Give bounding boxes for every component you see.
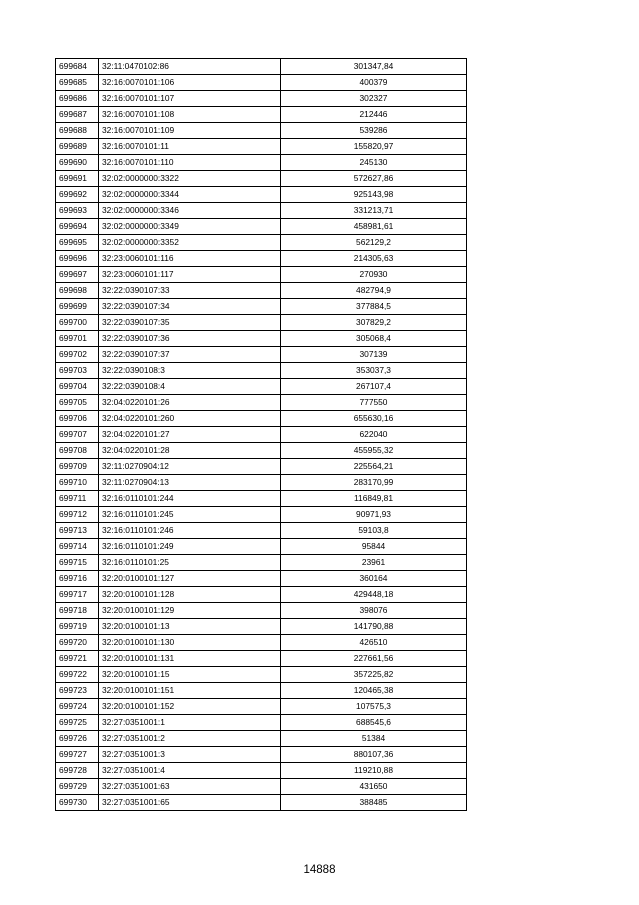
- cadastral-number-cell: 32:27:0351001:63: [99, 779, 281, 795]
- cadastral-value-cell: 377884,5: [281, 299, 467, 315]
- row-id-cell: 699713: [56, 523, 99, 539]
- cadastral-value-cell: 455955,32: [281, 443, 467, 459]
- table-row: [56, 587, 467, 603]
- table-row: [56, 315, 467, 331]
- cadastral-value-cell: 116849,81: [281, 491, 467, 507]
- table-row: [56, 363, 467, 379]
- table-row: [56, 603, 467, 619]
- cadastral-value-cell: 388485: [281, 795, 467, 811]
- cadastral-number-cell: 32:20:0100101:128: [99, 587, 281, 603]
- cadastral-value-cell: 353037,3: [281, 363, 467, 379]
- cadastral-value-cell: 212446: [281, 107, 467, 123]
- cadastral-value-cell: 245130: [281, 155, 467, 171]
- row-id-cell: 699695: [56, 235, 99, 251]
- cadastral-number-cell: 32:16:0110101:245: [99, 507, 281, 523]
- cadastral-value-cell: 777550: [281, 395, 467, 411]
- cadastral-number-cell: 32:16:0070101:106: [99, 75, 281, 91]
- cadastral-number-cell: 32:11:0270904:13: [99, 475, 281, 491]
- row-id-cell: 699704: [56, 379, 99, 395]
- cadastral-number-cell: 32:20:0100101:15: [99, 667, 281, 683]
- cadastral-value-cell: 357225,82: [281, 667, 467, 683]
- cadastral-number-cell: 32:20:0100101:130: [99, 635, 281, 651]
- cadastral-number-cell: 32:20:0100101:152: [99, 699, 281, 715]
- row-id-cell: 699722: [56, 667, 99, 683]
- row-id-cell: 699693: [56, 203, 99, 219]
- table-row: [56, 683, 467, 699]
- row-id-cell: 699685: [56, 75, 99, 91]
- table-row: [56, 171, 467, 187]
- cadastral-number-cell: 32:04:0220101:26: [99, 395, 281, 411]
- table-row: [56, 219, 467, 235]
- cadastral-value-cell: 141790,88: [281, 619, 467, 635]
- cadastral-value-cell: 301347,84: [281, 59, 467, 75]
- table-row: [56, 331, 467, 347]
- row-id-cell: 699699: [56, 299, 99, 315]
- row-id-cell: 699725: [56, 715, 99, 731]
- row-id-cell: 699689: [56, 139, 99, 155]
- table-row: [56, 651, 467, 667]
- cadastral-number-cell: 32:02:0000000:3352: [99, 235, 281, 251]
- cadastral-number-cell: 32:27:0351001:1: [99, 715, 281, 731]
- row-id-cell: 699684: [56, 59, 99, 75]
- row-id-cell: 699686: [56, 91, 99, 107]
- table-row: [56, 187, 467, 203]
- table-row: [56, 539, 467, 555]
- table-row: [56, 763, 467, 779]
- cadastral-number-cell: 32:22:0390107:36: [99, 331, 281, 347]
- row-id-cell: 699711: [56, 491, 99, 507]
- cadastral-value-cell: 305068,4: [281, 331, 467, 347]
- cadastral-value-cell: 360164: [281, 571, 467, 587]
- cadastral-number-cell: 32:02:0000000:3344: [99, 187, 281, 203]
- table-row: [56, 235, 467, 251]
- row-id-cell: 699696: [56, 251, 99, 267]
- row-id-cell: 699705: [56, 395, 99, 411]
- cadastral-number-cell: 32:20:0100101:13: [99, 619, 281, 635]
- cadastral-number-cell: 32:16:0070101:11: [99, 139, 281, 155]
- cadastral-value-cell: 59103,8: [281, 523, 467, 539]
- row-id-cell: 699726: [56, 731, 99, 747]
- table-row: [56, 91, 467, 107]
- cadastral-number-cell: 32:23:0060101:117: [99, 267, 281, 283]
- row-id-cell: 699719: [56, 619, 99, 635]
- table-row: [56, 155, 467, 171]
- cadastral-number-cell: 32:16:0110101:244: [99, 491, 281, 507]
- cadastral-number-cell: 32:20:0100101:127: [99, 571, 281, 587]
- cadastral-number-cell: 32:22:0390107:37: [99, 347, 281, 363]
- row-id-cell: 699694: [56, 219, 99, 235]
- cadastral-value-cell: 688545,6: [281, 715, 467, 731]
- cadastral-number-cell: 32:20:0100101:129: [99, 603, 281, 619]
- cadastral-value-cell: 925143,98: [281, 187, 467, 203]
- table-row: [56, 427, 467, 443]
- table-row: [56, 251, 467, 267]
- row-id-cell: 699690: [56, 155, 99, 171]
- table-row: [56, 123, 467, 139]
- row-id-cell: 699691: [56, 171, 99, 187]
- cadastral-number-cell: 32:27:0351001:3: [99, 747, 281, 763]
- table-row: [56, 107, 467, 123]
- table-row: [56, 267, 467, 283]
- cadastral-number-cell: 32:02:0000000:3322: [99, 171, 281, 187]
- row-id-cell: 699687: [56, 107, 99, 123]
- table-row: [56, 379, 467, 395]
- table-row: [56, 795, 467, 811]
- cadastral-value-cell: 51384: [281, 731, 467, 747]
- table-row: [56, 747, 467, 763]
- cadastral-value-cell: 429448,18: [281, 587, 467, 603]
- cadastral-number-cell: 32:22:0390107:35: [99, 315, 281, 331]
- cadastral-value-cell: 307829,2: [281, 315, 467, 331]
- row-id-cell: 699702: [56, 347, 99, 363]
- cadastral-value-cell: 119210,88: [281, 763, 467, 779]
- row-id-cell: 699715: [56, 555, 99, 571]
- cadastral-value-table: [55, 58, 467, 811]
- cadastral-value-cell: 227661,56: [281, 651, 467, 667]
- row-id-cell: 699724: [56, 699, 99, 715]
- row-id-cell: 699688: [56, 123, 99, 139]
- row-id-cell: 699703: [56, 363, 99, 379]
- cadastral-value-cell: 400379: [281, 75, 467, 91]
- row-id-cell: 699729: [56, 779, 99, 795]
- cadastral-number-cell: 32:20:0100101:151: [99, 683, 281, 699]
- table-row: [56, 731, 467, 747]
- cadastral-value-cell: 426510: [281, 635, 467, 651]
- cadastral-value-cell: 880107,36: [281, 747, 467, 763]
- table-row: [56, 139, 467, 155]
- cadastral-number-cell: 32:16:0110101:249: [99, 539, 281, 555]
- row-id-cell: 699716: [56, 571, 99, 587]
- cadastral-number-cell: 32:27:0351001:2: [99, 731, 281, 747]
- row-id-cell: 699720: [56, 635, 99, 651]
- row-id-cell: 699706: [56, 411, 99, 427]
- cadastral-value-cell: 267107,4: [281, 379, 467, 395]
- row-id-cell: 699698: [56, 283, 99, 299]
- cadastral-number-cell: 32:11:0470102:86: [99, 59, 281, 75]
- cadastral-number-cell: 32:27:0351001:4: [99, 763, 281, 779]
- table-row: [56, 59, 467, 75]
- cadastral-value-cell: 302327: [281, 91, 467, 107]
- cadastral-value-cell: 214305,63: [281, 251, 467, 267]
- cadastral-value-cell: 90971,93: [281, 507, 467, 523]
- cadastral-number-cell: 32:16:0110101:25: [99, 555, 281, 571]
- cadastral-value-cell: 120465,38: [281, 683, 467, 699]
- cadastral-value-cell: 225564,21: [281, 459, 467, 475]
- table-row: [56, 619, 467, 635]
- cadastral-number-cell: 32:04:0220101:28: [99, 443, 281, 459]
- cadastral-number-cell: 32:22:0390108:4: [99, 379, 281, 395]
- cadastral-number-cell: 32:22:0390107:33: [99, 283, 281, 299]
- table-row: [56, 203, 467, 219]
- row-id-cell: 699708: [56, 443, 99, 459]
- row-id-cell: 699712: [56, 507, 99, 523]
- cadastral-value-cell: 482794,9: [281, 283, 467, 299]
- row-id-cell: 699717: [56, 587, 99, 603]
- table-row: [56, 635, 467, 651]
- table-row: [56, 299, 467, 315]
- cadastral-number-cell: 32:16:0070101:110: [99, 155, 281, 171]
- cadastral-number-cell: 32:20:0100101:131: [99, 651, 281, 667]
- cadastral-number-cell: 32:27:0351001:65: [99, 795, 281, 811]
- cadastral-number-cell: 32:04:0220101:27: [99, 427, 281, 443]
- cadastral-number-cell: 32:02:0000000:3346: [99, 203, 281, 219]
- table-row: [56, 779, 467, 795]
- cadastral-number-cell: 32:16:0070101:107: [99, 91, 281, 107]
- cadastral-value-cell: 23961: [281, 555, 467, 571]
- cadastral-number-cell: 32:16:0110101:246: [99, 523, 281, 539]
- row-id-cell: 699707: [56, 427, 99, 443]
- table-row: [56, 347, 467, 363]
- cadastral-number-cell: 32:04:0220101:260: [99, 411, 281, 427]
- cadastral-value-cell: 539286: [281, 123, 467, 139]
- table-row: [56, 699, 467, 715]
- table-row: [56, 411, 467, 427]
- row-id-cell: 699728: [56, 763, 99, 779]
- cadastral-value-cell: 562129,2: [281, 235, 467, 251]
- cadastral-value-cell: 458981,61: [281, 219, 467, 235]
- cadastral-value-cell: 331213,71: [281, 203, 467, 219]
- table-row: [56, 491, 467, 507]
- cadastral-number-cell: 32:22:0390107:34: [99, 299, 281, 315]
- page-number: 14888: [303, 864, 336, 876]
- table-row: [56, 667, 467, 683]
- cadastral-number-cell: 32:16:0070101:108: [99, 107, 281, 123]
- row-id-cell: 699692: [56, 187, 99, 203]
- cadastral-value-cell: 283170,99: [281, 475, 467, 491]
- cadastral-value-cell: 622040: [281, 427, 467, 443]
- cadastral-number-cell: 32:22:0390108:3: [99, 363, 281, 379]
- table-row: [56, 523, 467, 539]
- row-id-cell: 699701: [56, 331, 99, 347]
- cadastral-number-cell: 32:02:0000000:3349: [99, 219, 281, 235]
- table-row: [56, 555, 467, 571]
- cadastral-value-cell: 270930: [281, 267, 467, 283]
- table-row: [56, 395, 467, 411]
- row-id-cell: 699710: [56, 475, 99, 491]
- cadastral-value-cell: 155820,97: [281, 139, 467, 155]
- row-id-cell: 699727: [56, 747, 99, 763]
- cadastral-value-cell: 107575,3: [281, 699, 467, 715]
- row-id-cell: 699718: [56, 603, 99, 619]
- cadastral-number-cell: 32:16:0070101:109: [99, 123, 281, 139]
- cadastral-value-cell: 95844: [281, 539, 467, 555]
- cadastral-value-cell: 307139: [281, 347, 467, 363]
- row-id-cell: 699730: [56, 795, 99, 811]
- cadastral-number-cell: 32:23:0060101:116: [99, 251, 281, 267]
- cadastral-value-cell: 655630,16: [281, 411, 467, 427]
- table-row: [56, 283, 467, 299]
- cadastral-value-cell: 398076: [281, 603, 467, 619]
- table-row: [56, 459, 467, 475]
- cadastral-value-cell: 572627,86: [281, 171, 467, 187]
- table-row: [56, 475, 467, 491]
- row-id-cell: 699714: [56, 539, 99, 555]
- table-row: [56, 571, 467, 587]
- table-row: [56, 75, 467, 91]
- row-id-cell: 699697: [56, 267, 99, 283]
- row-id-cell: 699721: [56, 651, 99, 667]
- table-row: [56, 715, 467, 731]
- cadastral-value-cell: 431650: [281, 779, 467, 795]
- table-row: [56, 507, 467, 523]
- row-id-cell: 699723: [56, 683, 99, 699]
- table-row: [56, 443, 467, 459]
- cadastral-number-cell: 32:11:0270904:12: [99, 459, 281, 475]
- row-id-cell: 699700: [56, 315, 99, 331]
- table-body: [56, 59, 467, 811]
- row-id-cell: 699709: [56, 459, 99, 475]
